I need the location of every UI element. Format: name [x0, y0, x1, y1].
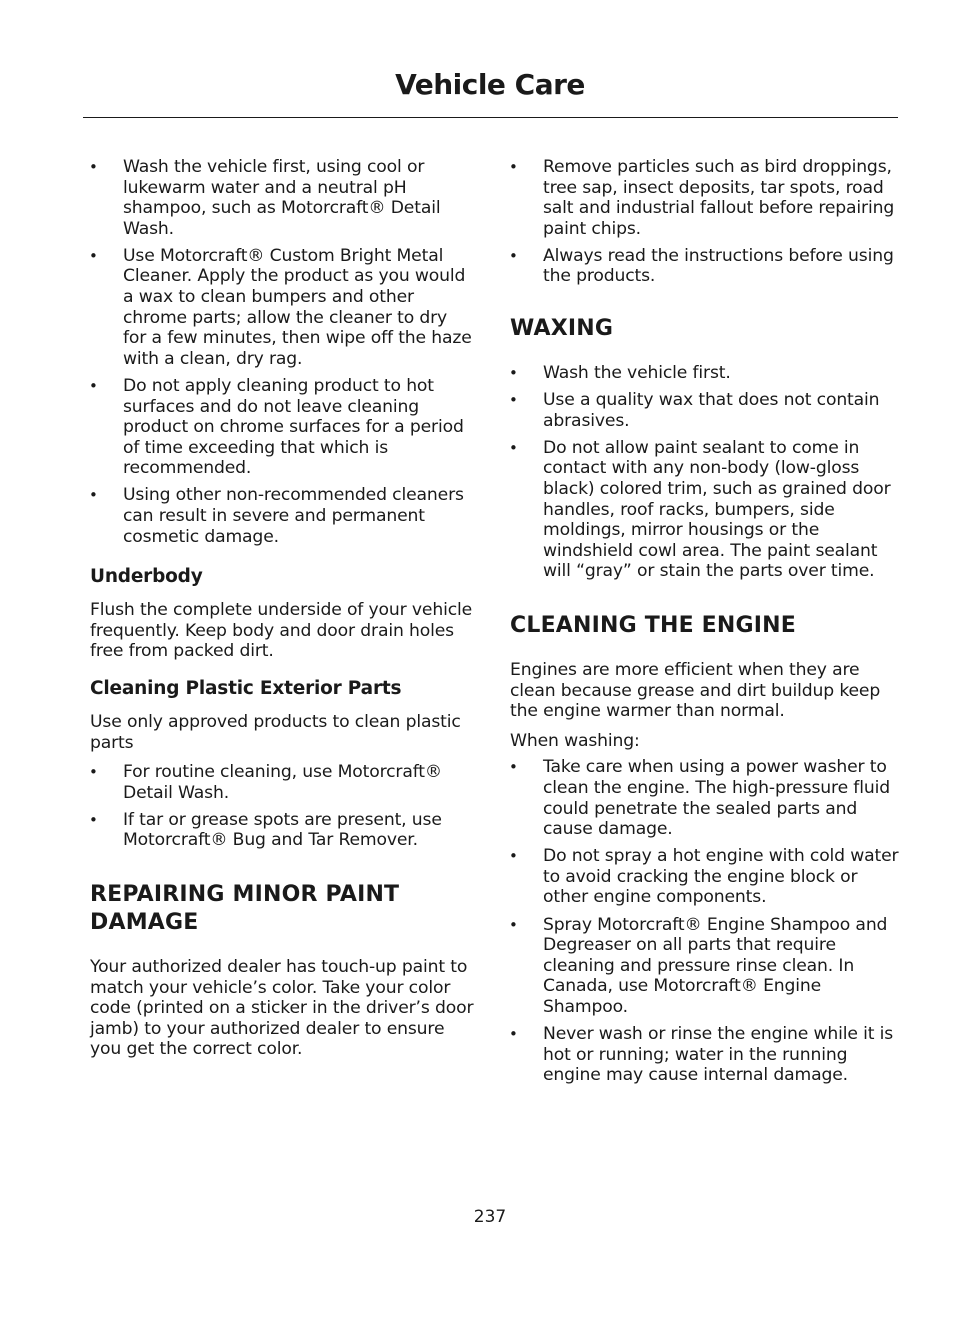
- bullet-icon: •: [509, 391, 518, 410]
- page-title: Vehicle Care: [395, 68, 585, 101]
- page-number: 237: [473, 1207, 507, 1227]
- underbody-text: Flush the complete underside of your vehicle frequently. Keep body and door drain holes free from packed dirt.: [90, 600, 473, 662]
- list-item: • Use a quality wax that does not contain abrasives.: [509, 390, 880, 431]
- underbody-heading: Underbody: [90, 566, 203, 588]
- title-divider: [83, 117, 898, 118]
- list-item: • Do not spray a hot engine with cold water to avoid cracking the engine block or other engine components.: [509, 846, 899, 908]
- bullet-icon: •: [89, 486, 98, 505]
- list-item: • Wash the vehicle first.: [509, 363, 731, 384]
- left-column: [90, 157, 475, 1069]
- list-item: • Using other non-recommended cleaners can result in severe and permanent cosmetic damage.: [89, 485, 464, 547]
- wash-bullet-list: [90, 157, 475, 547]
- list-item: • Use Motorcraft® Custom Bright Metal Cleaner. Apply the product as you would a wax to clean bumpers and other chrome parts; allow the cleaner to dry for a few minutes, then wipe off the haze with a clean, dry rag.: [89, 245, 472, 369]
- list-item: • If tar or grease spots are present, use Motorcraft® Bug and Tar Remover.: [89, 809, 442, 851]
- bullet-icon: •: [89, 763, 98, 782]
- list-item: • Always read the instructions before using the products.: [509, 245, 894, 287]
- list-item: • Wash the vehicle first, using cool or lukewarm water and a neutral pH shampoo, such as Motorcraft® Detail Wash.: [89, 157, 441, 239]
- list-item: • Never wash or rinse the engine while it is hot or running; water in the running engine may cause internal damage.: [509, 1024, 894, 1086]
- bullet-icon: •: [89, 810, 98, 829]
- bullet-icon: •: [89, 246, 98, 265]
- bullet-icon: •: [509, 758, 518, 777]
- list-item: • Remove particles such as bird droppings, tree sap, insect deposits, tar spots, road salt and industrial fallout before repairing paint chips.: [509, 157, 895, 239]
- bullet-icon: •: [509, 1025, 518, 1043]
- list-item: • Do not apply cleaning product to hot surfaces and do not leave cleaning product on chrome surfaces for a period of time exceeding that which is recommended.: [89, 375, 464, 479]
- bullet-icon: •: [509, 438, 518, 457]
- paint-chip-bullet-list: [510, 157, 900, 287]
- plastic-parts-bullet-list: [90, 762, 475, 851]
- engine-bullet-list: [510, 757, 900, 1085]
- engine-when-washing: When washing:: [510, 730, 640, 751]
- bullet-icon: •: [509, 847, 518, 866]
- paint-damage-text: Your authorized dealer has touch-up paint to match your vehicle’s color. Take your color code (printed on a sticker in the driver’s door jamb) to your authorized dealer to ensure you get the correct color.: [90, 957, 474, 1060]
- waxing-bullet-list: [510, 363, 900, 582]
- bullet-icon: •: [89, 158, 98, 176]
- list-item: • Do not allow paint sealant to come in contact with any non-body (low-gloss black) colored trim, such as grained door handles, roof racks, bumpers, side moldings, mirror housings or the windshield cowl area. The paint sealant will “gray” or stain the parts over time.: [509, 437, 891, 582]
- plastic-parts-text: Use only approved products to clean plastic parts: [90, 711, 461, 753]
- waxing-heading: WAXING: [510, 316, 614, 342]
- bullet-icon: •: [509, 246, 518, 265]
- paint-damage-heading: REPAIRING MINOR PAINT DAMAGE: [90, 882, 400, 936]
- plastic-parts-heading: Cleaning Plastic Exterior Parts: [90, 677, 402, 699]
- list-item: • For routine cleaning, use Motorcraft® Detail Wash.: [89, 762, 442, 803]
- list-item: • Spray Motorcraft® Engine Shampoo and Degreaser on all parts that require cleaning and pressure rinse clean. In Canada, use Motorcraft® Engine Shampoo.: [509, 914, 888, 1017]
- bullet-icon: •: [509, 915, 518, 934]
- list-item: • Take care when using a power washer to clean the engine. The high-pressure fluid could penetrate the sealed parts and cause damage.: [509, 757, 890, 840]
- engine-text: Engines are more efficient when they are clean because grease and dirt buildup keep the engine warmer than normal.: [510, 660, 881, 722]
- bullet-icon: •: [89, 376, 98, 395]
- bullet-icon: •: [509, 158, 518, 176]
- engine-heading: CLEANING THE ENGINE: [510, 613, 796, 638]
- bullet-icon: •: [509, 364, 518, 383]
- right-column: [510, 157, 900, 1092]
